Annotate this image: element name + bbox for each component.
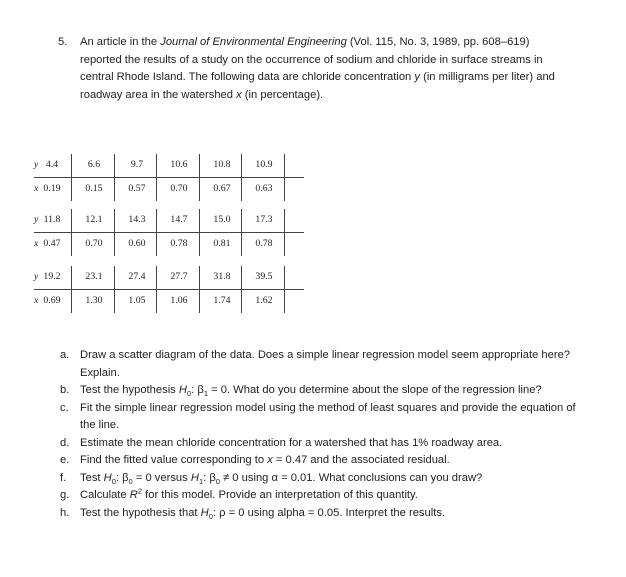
var-y: y — [414, 71, 420, 83]
text-segment: (in percentage). — [241, 88, 324, 101]
part-letter: h. — [60, 506, 70, 519]
table-cell: 0.67 — [213, 183, 231, 194]
question-parts — [58, 347, 578, 522]
part-text: = 0 versus — [132, 471, 191, 484]
part-text: Fit the simple linear regression model using the method of least squares and provide the equation of the line. — [80, 401, 576, 431]
part-text: Test the hypothesis that — [80, 506, 201, 519]
data-table-3 — [34, 266, 304, 313]
table-cell: 1.62 — [255, 295, 273, 306]
part-d — [58, 435, 578, 453]
part-text: for this model. Provide an interpretation of this quantity. — [142, 489, 418, 501]
superscript: 2 — [137, 486, 143, 496]
subscript: 1 — [203, 389, 208, 399]
subscript: 1 — [198, 476, 204, 486]
table-cell: 19.2 — [43, 271, 61, 282]
table-row-y — [34, 266, 304, 289]
subscript: 0 — [208, 511, 213, 521]
symbol-r: R — [129, 489, 138, 501]
table-cell: 27.7 — [170, 271, 188, 282]
part-letter: f. — [60, 471, 67, 484]
part-h — [58, 505, 578, 523]
part-a — [58, 347, 578, 382]
table-cell: 14.3 — [128, 214, 146, 225]
table-cell: 0.63 — [255, 183, 273, 194]
part-text: : ρ = 0 using alpha = 0.05. Interpret the results. — [212, 506, 446, 519]
part-g — [58, 487, 578, 505]
part-text: Draw a scatter diagram of the data. Does a simple linear regression model seem appropriate here? Explain. — [80, 349, 571, 379]
table-row-x — [34, 289, 304, 313]
table-cell: 1.30 — [85, 295, 103, 306]
table-cell: 10.6 — [170, 159, 188, 170]
table-cell: 9.7 — [130, 159, 144, 170]
table-cell: 1.06 — [170, 295, 188, 306]
part-letter: b. — [60, 384, 70, 396]
part-letter: c. — [60, 401, 69, 414]
table-cell: 0.78 — [170, 238, 188, 249]
part-b — [58, 382, 578, 400]
table-cell: 23.1 — [85, 271, 103, 282]
table-cell: 0.81 — [213, 238, 231, 249]
problem-number: 5. — [58, 36, 68, 48]
part-text: Calculate — [80, 489, 130, 501]
part-text: = 0.47 and the associated residual. — [272, 454, 450, 466]
part-text: Find the fitted value corresponding to — [80, 454, 268, 466]
symbol-h: H — [200, 506, 209, 519]
part-text: Test — [80, 471, 104, 484]
symbol-h: H — [178, 384, 187, 396]
subscript: 0 — [215, 476, 220, 486]
table-cell: 0.19 — [43, 183, 61, 194]
table-cell: 0.70 — [170, 183, 188, 194]
problem-statement — [58, 34, 558, 104]
table-cell: 6.6 — [87, 159, 101, 170]
x-label: x — [34, 295, 39, 306]
part-text: ≠ 0 using α = 0.01. What conclusions can you draw? — [219, 471, 483, 484]
part-c — [58, 400, 578, 435]
x-label: x — [34, 238, 39, 249]
part-letter: e. — [60, 454, 70, 466]
text-segment: An article in the — [80, 36, 161, 48]
table-cell: 0.57 — [128, 183, 146, 194]
symbol-h: H — [103, 471, 112, 484]
table-row-x — [34, 177, 304, 201]
table-cell: 39.5 — [255, 271, 273, 282]
table-row-y — [34, 154, 304, 177]
part-text: : β — [191, 384, 204, 396]
table-cell: 0.60 — [128, 238, 146, 249]
table-cell: 0.47 — [43, 238, 61, 249]
y-label: y — [34, 159, 39, 170]
part-text: = 0. What do you determine about the slope of the regression line? — [207, 384, 542, 396]
table-cell: 11.8 — [43, 214, 61, 225]
part-text: Estimate the mean chloride concentration for a watershed that has 1% roadway area. — [80, 436, 503, 449]
y-label: y — [34, 271, 39, 282]
part-text: : β — [115, 471, 129, 484]
part-text: Test the hypothesis — [80, 384, 179, 396]
text-segment: (in milligrams per liter) and roadway area in the watershed — [80, 71, 555, 101]
table-cell: 27.4 — [128, 271, 146, 282]
subscript: 0 — [111, 476, 116, 486]
table-cell: 0.78 — [255, 238, 273, 249]
part-letter: d. — [60, 436, 70, 449]
var-x: x — [267, 454, 273, 466]
table-cell: 12.1 — [85, 214, 103, 225]
subscript: 0 — [186, 389, 192, 399]
var-x: x — [236, 88, 242, 101]
table-row-y — [34, 209, 304, 232]
table-row-x — [34, 232, 304, 256]
y-label: y — [34, 214, 39, 225]
table-cell: 31.8 — [213, 271, 231, 282]
table-cell: 10.9 — [255, 159, 273, 170]
table-cell: 0.69 — [43, 295, 61, 306]
journal-name: Journal of Environmental Engineering — [160, 36, 347, 48]
table-cell: 1.74 — [213, 295, 231, 306]
part-e — [58, 452, 578, 470]
problem-text — [80, 34, 558, 104]
table-cell: 4.4 — [45, 159, 59, 170]
x-label: x — [34, 183, 39, 194]
subscript: 0 — [128, 476, 133, 486]
table-cell: 17.3 — [255, 214, 273, 225]
symbol-h: H — [190, 471, 199, 484]
part-text: : β — [203, 471, 216, 484]
table-cell: 0.15 — [85, 183, 103, 194]
table-cell: 0.70 — [85, 238, 103, 249]
part-letter: g. — [60, 489, 70, 501]
data-table-2 — [34, 209, 304, 256]
data-table-1 — [34, 154, 304, 201]
table-cell: 1.05 — [128, 295, 146, 306]
table-cell: 15.0 — [213, 214, 231, 225]
part-f — [58, 470, 578, 488]
table-cell: 10.8 — [213, 159, 231, 170]
text-segment: (Vol. 115, No. 3, 1989, pp. 608–619) reported the results of a study on the occurrence of sodium and chloride in surface streams in central Rhode Island. The following data are chloride concentration — [80, 36, 543, 83]
part-letter: a. — [60, 349, 70, 361]
table-cell: 14.7 — [170, 214, 188, 225]
